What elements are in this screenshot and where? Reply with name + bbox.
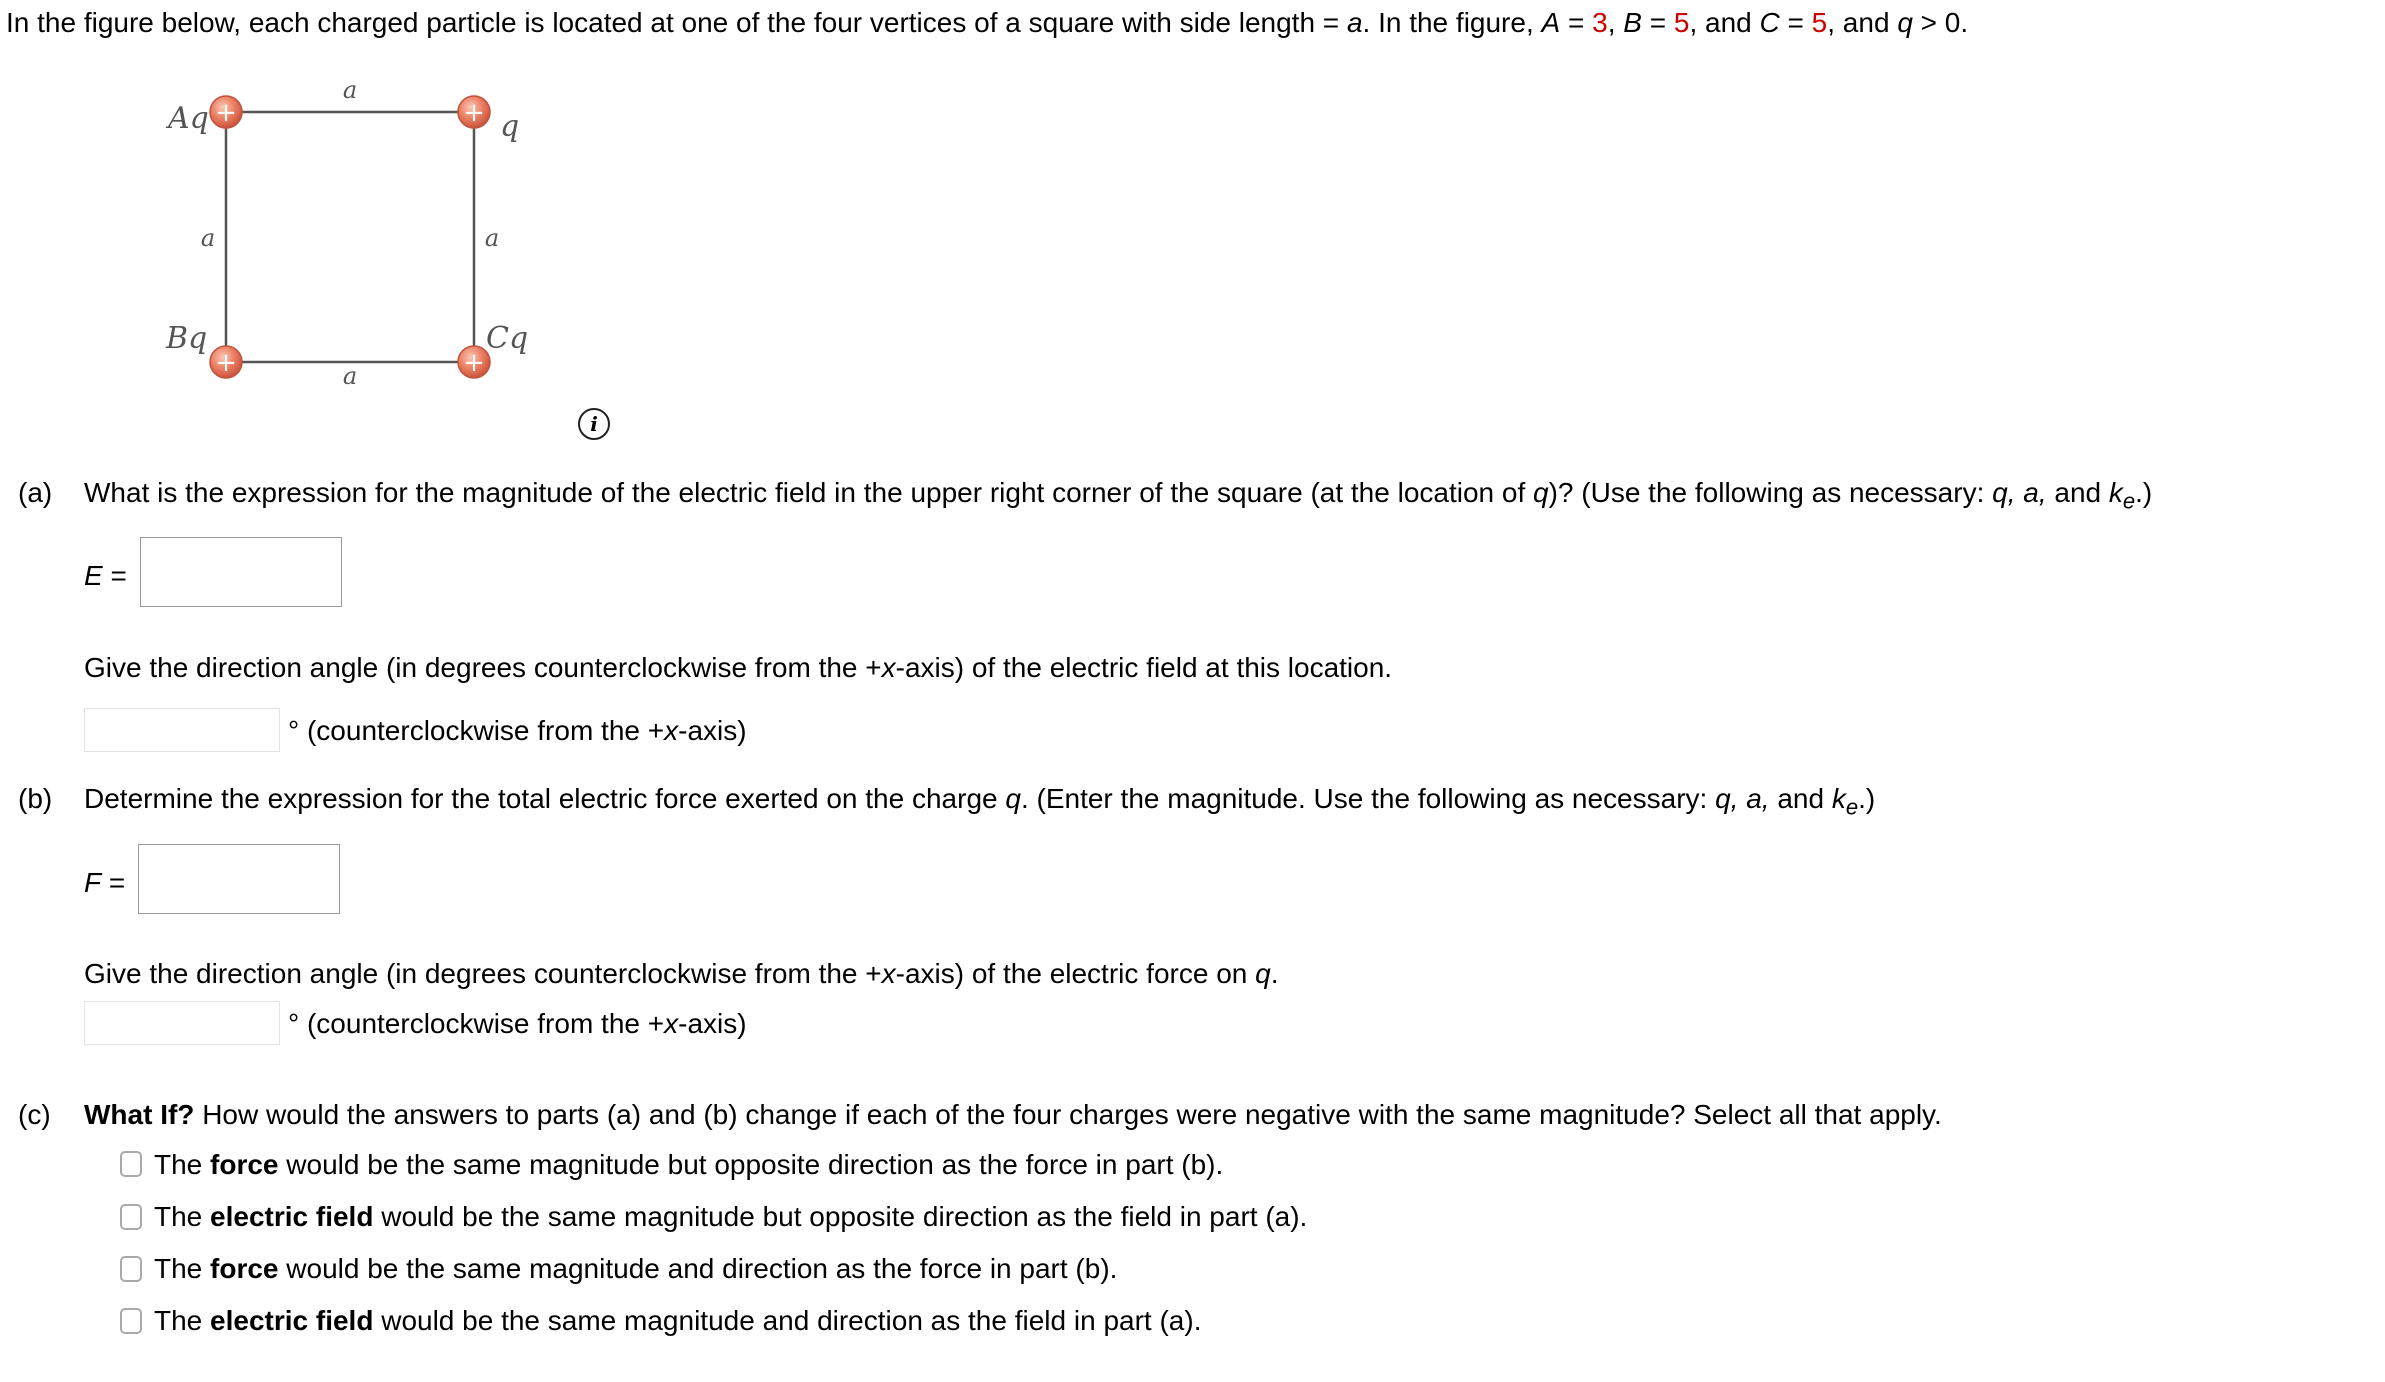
opt-bold: electric field [210,1201,374,1232]
q-vars: q, a, [1715,783,1770,814]
k-var: k [2108,477,2123,508]
option-checkbox-4[interactable] [120,1308,142,1334]
q-var: q [1533,477,1549,508]
what-if-lead: What If? [84,1099,195,1130]
opt-text: would be the same magnitude and direction as the force in part (b). [278,1253,1118,1284]
opt-text: would be the same magnitude but opposite direction as the force in part (b). [278,1149,1224,1180]
option-label-4[interactable] [154,1304,1201,1338]
part-b-angle-prompt [84,957,1278,991]
x-var: x [664,715,679,746]
part-b-question [84,782,1875,821]
side-label-left: a [200,224,216,252]
side-length-var: a [1346,7,1363,38]
q-text: . (Enter the magnitude. Use the following as necessary: [1020,783,1716,814]
A-var: A [1541,7,1561,38]
option-checkbox-2[interactable] [120,1204,142,1230]
option-label-1[interactable] [154,1148,1223,1182]
opt-text: The [154,1253,211,1284]
label-top-left-charge: Aq [168,101,209,136]
opt-text: would be the same magnitude and direction as the field in part (a). [373,1305,1202,1336]
q-vars: q, a, [1992,477,2047,508]
option-label-3[interactable] [154,1252,1117,1286]
q-close: .) [2135,477,2153,508]
x-var: x [664,1008,679,1039]
intro-sep: , [1607,7,1624,38]
k-sub: e [1845,794,1859,820]
intro-tail: > 0. [1912,7,1969,38]
force-angle-input[interactable] [84,1001,280,1045]
E-label [84,559,127,593]
side-label-right: a [484,224,500,252]
field-angle-input[interactable] [84,708,280,752]
intro-sep: , and [1827,7,1898,38]
x-var: x [881,958,896,989]
unit-text: ° (counterclockwise from the + [288,715,665,746]
opt-bold: force [210,1253,279,1284]
prompt-text: Give the direction angle (in degrees counterclockwise from the + [84,958,882,989]
charge-top-right [458,96,490,128]
x-var: x [881,652,896,683]
k-sub: e [2122,488,2136,514]
part-a-label: (a) [18,477,53,508]
intro-prefix: In the figure below, each charged particle is located at one of the four vertices of a square with side length = [6,7,1347,38]
q-and: and [2046,477,2109,508]
force-angle-unit [288,1007,747,1041]
F-var: F [84,867,102,898]
option-label-2[interactable] [154,1200,1307,1234]
unit-text: -axis) [678,1008,747,1039]
q-text: Determine the expression for the total electric force exerted on the charge [84,783,1006,814]
intro-eq: = [1779,7,1812,38]
opt-text: The [154,1201,211,1232]
intro-eq: = [1641,7,1674,38]
part-c-label: (c) [18,1099,51,1130]
opt-text: The [154,1149,211,1180]
prompt-text: . [1270,958,1279,989]
charge-square-figure [150,70,580,400]
option-checkbox-1[interactable] [120,1151,142,1177]
part-a-angle-prompt [84,651,1392,685]
unit-text: -axis) [678,715,747,746]
q-text: How would the answers to parts (a) and (b) change if each of the four charges were negative with the same magnitude? Select all that apply. [194,1099,1942,1130]
label-bottom-right-charge: Cq [486,321,529,356]
C-var: C [1759,7,1780,38]
part-a-question [84,476,2152,515]
intro-sep: , and [1689,7,1760,38]
q-var: q [1897,7,1913,38]
info-icon[interactable] [578,408,610,440]
q-var: q [1255,958,1271,989]
info-glyph: i [590,412,598,436]
q-close: .) [1858,783,1876,814]
plus-sign: + [215,348,237,378]
problem-intro [6,6,1968,40]
E-var: E [84,560,103,591]
opt-bold: electric field [210,1305,374,1336]
E-answer-input[interactable] [140,537,342,607]
B-value: 5 [1673,7,1690,38]
B-var: B [1623,7,1642,38]
intro-eq: = [1560,7,1593,38]
C-value: 5 [1811,7,1828,38]
plus-sign: + [463,98,485,128]
k-var: k [1831,783,1846,814]
opt-bold: force [210,1149,279,1180]
q-text: What is the expression for the magnitude of the electric field in the upper right corner of the square (at the location of [84,477,1534,508]
prompt-text: Give the direction angle (in degrees counterclockwise from the + [84,652,882,683]
part-b-label: (b) [18,783,53,814]
q-and: and [1769,783,1832,814]
q-text: )? (Use the following as necessary: [1548,477,1993,508]
eq-sign: = [102,560,127,591]
eq-sign: = [101,867,126,898]
charge-bottom-left [210,346,242,378]
opt-text: The [154,1305,211,1336]
field-angle-unit [288,714,747,748]
opt-text: would be the same magnitude but opposite direction as the field in part (a). [373,1201,1308,1232]
label-bottom-left-charge: Bq [166,321,208,356]
q-var: q [1005,783,1021,814]
label-top-right-charge: q [500,109,520,144]
side-label-bottom: a [342,362,358,390]
prompt-text: -axis) of the electric field at this location. [895,652,1393,683]
charge-top-left [210,96,242,128]
F-label [84,866,125,900]
intro-mid: . In the figure, [1362,7,1542,38]
unit-text: ° (counterclockwise from the + [288,1008,665,1039]
option-checkbox-3[interactable] [120,1256,142,1282]
plus-sign: + [215,98,237,128]
F-answer-input[interactable] [138,844,340,914]
part-c-question [84,1098,1942,1132]
side-label-top: a [342,76,358,104]
prompt-text: -axis) of the electric force on [895,958,1256,989]
A-value: 3 [1592,7,1608,38]
plus-sign: + [463,348,485,378]
